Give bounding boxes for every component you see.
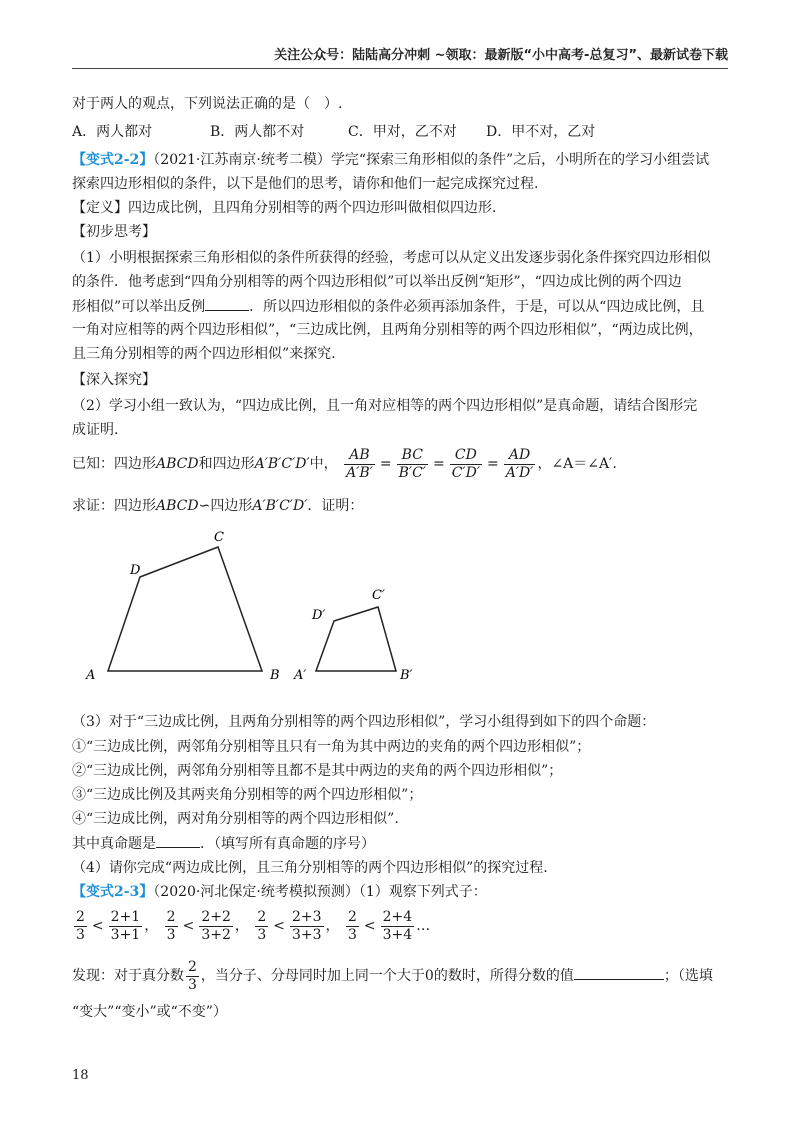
less-than: < bbox=[273, 918, 285, 934]
given-line: 已知：四边形ABCD和四边形A′B′C′D′中， $\frac{AB}{A'B'}$ = $\frac{BC}{B'C'}$ = $\frac{CD}{C'D'}$ = $\frac{AD}{A'D'}$ ，∠A＝∠A′. bbox=[72, 446, 617, 481]
text-line: 的条件．他考虑到“四角分别相等的两个四边形相似”可以举出反例“矩形”，“四边成比例的两个四边 bbox=[72, 274, 682, 290]
answer-blank bbox=[574, 965, 664, 980]
definition: 【定义】四边成比例，且四角分别相等的两个四边形叫做相似四边形. bbox=[72, 200, 497, 216]
text-span: ．（填写所有真命题的序号） bbox=[200, 836, 375, 852]
text-line bbox=[72, 833, 375, 854]
section-title: 【深入探究】 bbox=[72, 372, 156, 388]
quadrilaterals-figure bbox=[72, 525, 452, 695]
label-b-prime: B′ bbox=[400, 668, 413, 683]
ratio-fraction: $\frac{AB}{A'B'}$ bbox=[346, 446, 373, 481]
fraction: $\frac{2+4}{3+4}$ bbox=[382, 908, 413, 943]
less-than: < bbox=[182, 918, 195, 934]
separator: ， bbox=[234, 918, 249, 934]
text-line: （1）小明根据探索三角形相似的条件所获得的经验，考虑可以从定义出发逐步弱化条件探究四边形相似 bbox=[72, 250, 711, 266]
label-c: C bbox=[214, 530, 224, 545]
text-span: 和四边形 bbox=[198, 456, 255, 472]
text-span: 发现：对于真分数 bbox=[72, 968, 184, 984]
text-line: 一角对应相等的两个四边形相似”，“三边成比例，且两角分别相等的两个四边形相似”，“两边成比例， bbox=[72, 322, 703, 338]
page-number: 18 bbox=[72, 1068, 89, 1083]
label-c-prime: C′ bbox=[372, 588, 385, 603]
page-header: 关注公众号：陆陆高分冲刺 ~领取：最新版“小中高考-总复习”、最新试卷下载 bbox=[274, 48, 728, 63]
fraction: $\frac{2+3}{3+3}$ bbox=[291, 908, 322, 943]
fraction: $\frac{2+1}{3+1}$ bbox=[110, 908, 141, 943]
math-quad: A′B′C′D′ bbox=[254, 456, 310, 472]
question-stem: 对于两人的观点，下列说法正确的是（ ）. bbox=[72, 96, 343, 112]
label-a: A bbox=[86, 668, 96, 683]
text-span: 求证：四边形 bbox=[72, 498, 156, 514]
text-span: 形相似”可以举出反例 bbox=[72, 299, 206, 315]
answer-blank bbox=[205, 296, 249, 311]
text-line: 且三角分别相等的两个四边形相似”来探究. bbox=[72, 346, 336, 362]
proposition-item: ①“三边成比例，两邻角分别相等且只有一角为其中两边的夹角的两个四边形相似”； bbox=[72, 739, 591, 755]
option-c: C．甲对，乙不对 bbox=[348, 124, 457, 140]
option-d: D．甲不对，乙对 bbox=[486, 124, 596, 140]
variant-tag: 【变式2-3】 bbox=[72, 884, 154, 900]
text-span: 已知：四边形 bbox=[72, 456, 156, 472]
math-quad: ABCD bbox=[156, 498, 199, 514]
text-line: “变大”“变小”或“不变”） bbox=[72, 1004, 227, 1020]
fraction: $\frac{2}{3}$ bbox=[166, 908, 176, 943]
variant-source: （2020·河北保定·统考模拟预测）（1）观察下列式子： bbox=[153, 884, 487, 900]
ratio-fraction: $\frac{AD}{A'D'}$ bbox=[505, 446, 534, 481]
text-span: ，当分子、分母同时加上同一个大于0的数时，所得分数的值 bbox=[200, 968, 574, 984]
fraction: $\frac{2}{3}$ bbox=[257, 908, 267, 943]
prove-line bbox=[72, 496, 363, 516]
option-a: A．两人都对 bbox=[72, 124, 153, 140]
text-span: ．所以四边形相似的条件必须再添加条件，于是，可以从“四边成比例，且 bbox=[249, 299, 705, 315]
math-quad: A′B′C′D′ bbox=[252, 498, 308, 514]
discovery-line bbox=[72, 958, 713, 994]
option-b: B．两人都不对 bbox=[210, 124, 305, 140]
header-divider bbox=[72, 68, 728, 69]
text-span: 其中真命题是 bbox=[72, 836, 156, 852]
less-than: < bbox=[363, 918, 376, 934]
label-d-prime: D′ bbox=[312, 608, 326, 623]
variant-tag: 【变式2-2】 bbox=[72, 152, 154, 168]
text-span: 中， bbox=[309, 456, 338, 472]
separator: … bbox=[416, 918, 431, 934]
fraction: $\frac{2}{3}$ bbox=[347, 908, 357, 943]
text-span: ．证明： bbox=[307, 498, 364, 514]
variant-2-3-heading bbox=[72, 882, 487, 902]
text-line bbox=[72, 296, 704, 317]
text-line: （4）请你完成“两边成比例，且三角分别相等的两个四边形相似”的探究过程. bbox=[72, 860, 548, 876]
proposition-item: ③“三边成比例及其两夹角分别相等的两个四边形相似”； bbox=[72, 787, 423, 803]
text-span: ∽四边形 bbox=[198, 498, 253, 514]
separator: ， bbox=[325, 918, 340, 934]
math-quad: ABCD bbox=[156, 456, 199, 472]
less-than: < bbox=[91, 918, 104, 934]
inequality-row bbox=[72, 908, 430, 944]
fraction: $\frac{2}{3}$ bbox=[76, 908, 85, 943]
ratio-fraction: $\frac{CD}{C'D'}$ bbox=[451, 446, 481, 481]
label-b: B bbox=[270, 668, 280, 683]
ratio-fraction: $\frac{BC}{B'C'}$ bbox=[398, 446, 426, 481]
text-line: （3）对于“三边成比例，且两角分别相等的两个四边形相似”，学习小组得到如下的四个命题： bbox=[72, 714, 656, 730]
label-a-prime: A′ bbox=[294, 668, 307, 683]
quadrilateral-a-prime bbox=[316, 607, 396, 671]
fraction: $\frac{2+2}{3+2}$ bbox=[201, 908, 231, 943]
proposition-item: ④“三边成比例，两对角分别相等的两个四边形相似”. bbox=[72, 811, 399, 827]
answer-options bbox=[72, 122, 624, 142]
text-line: （2）学习小组一致认为，“四边成比例，且一角对应相等的两个四边形相似”是真命题，请结合图形完 bbox=[72, 398, 698, 414]
proposition-item: ②“三边成比例，两邻角分别相等且都不是其中两边的夹角的两个四边形相似”； bbox=[72, 763, 563, 779]
separator: ， bbox=[144, 918, 159, 934]
text-span: ；（选填 bbox=[663, 968, 713, 984]
angle-equality: ，∠A＝∠A′. bbox=[537, 456, 617, 472]
text-line: 探索四边形相似的条件，以下是他们的思考，请你和他们一起完成探究过程. bbox=[72, 176, 539, 192]
variant-source: （2021·江苏南京·统考二模）学完“探索三角形相似的条件”之后，小明所在的学习小组尝试 bbox=[153, 152, 710, 168]
section-title: 【初步思考】 bbox=[72, 224, 156, 240]
variant-2-2-heading bbox=[72, 150, 709, 170]
fraction: $\frac{2}{3}$ bbox=[188, 958, 197, 993]
text-line: 成证明. bbox=[72, 422, 119, 438]
answer-blank bbox=[156, 833, 200, 848]
label-d: D bbox=[130, 563, 141, 578]
